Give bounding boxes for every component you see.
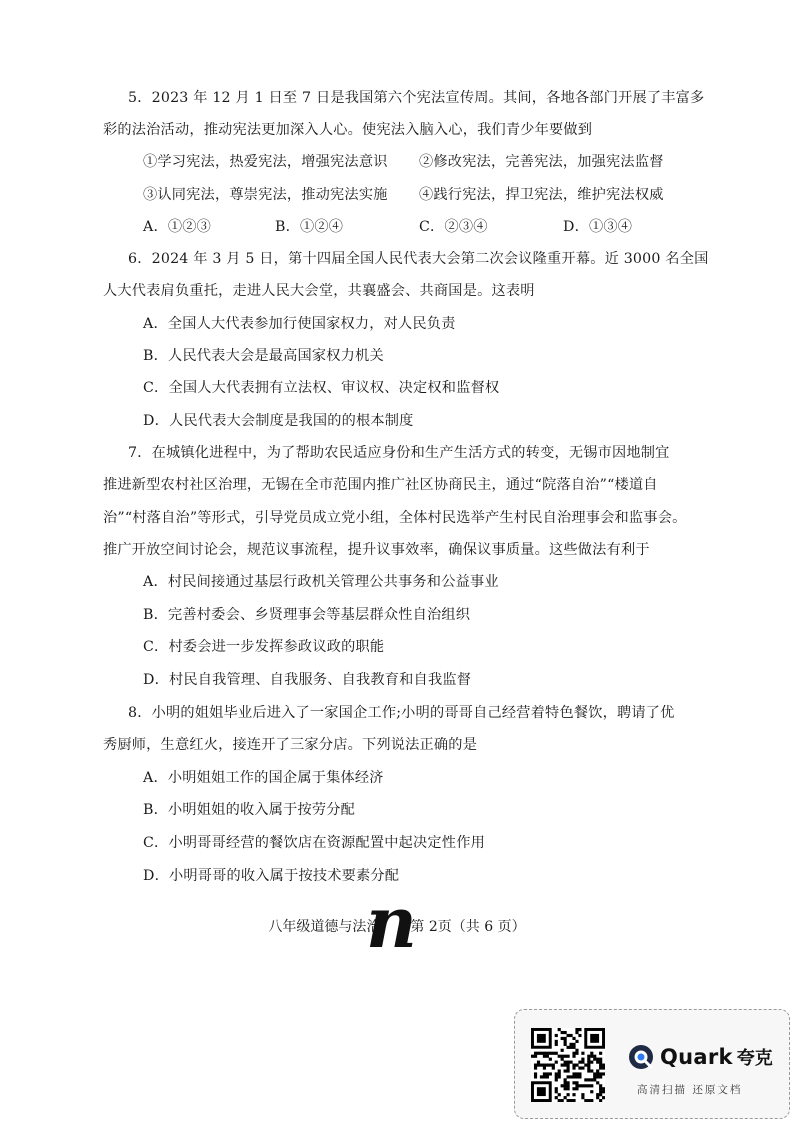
q5-option-a: A．①②③ [143, 219, 211, 235]
q6-option-a: A．全国人大代表参加行使国家权力，对人民负责 [143, 316, 456, 332]
q6-option-c: C．全国人大代表拥有立法权、审议权、决定权和监督权 [143, 380, 500, 396]
q5-statement-4: ④践行宪法，捍卫宪法，维护宪法权威 [419, 187, 664, 203]
q8-option-c: C．小明哥哥经营的餐饮店在资源配置中起决定性作用 [143, 835, 485, 851]
brand-name-cn: 夸克 [736, 1048, 773, 1069]
q5-statement-1: ①学习宪法，热爱宪法，增强宪法意识 [143, 154, 388, 170]
q8-option-b: B．小明姐姐的收入属于按劳分配 [143, 802, 356, 818]
q5-stem-line-1: 5．2023 年 12 月 1 日至 7 日是我国第六个宪法宣传周。其间，各地各部门开展了丰富多 [128, 90, 705, 106]
q7-option-a: A．村民间接通过基层行政机关管理公共事务和公益事业 [143, 574, 499, 590]
q8-option-a: A．小明姐姐工作的国企属于集体经济 [143, 770, 384, 786]
quark-scan-badge[interactable] [514, 1009, 790, 1119]
q5-statement-3: ③认同宪法，尊崇宪法，推动宪法实施 [143, 187, 388, 203]
quark-brand [628, 1042, 773, 1072]
q6-stem-line-2: 人大代表肩负重托，走进人民大会堂，共襄盛会、共商国是。这表明 [103, 283, 535, 299]
footer-subject: 八年级道德与法治 [268, 919, 381, 935]
brand-name: Quark [660, 1045, 733, 1069]
q7-option-c: C．村委会进一步发挥参政议政的职能 [143, 639, 385, 655]
q5-stem-line-2: 彩的法治活动，推动宪法更加深入人心。使宪法入脑入心，我们青少年要做到 [103, 122, 593, 138]
q7-stem-line-2: 推进新型农村社区治理，无锡在全市范围内推广社区协商民主，通过“院落自治”“楼道自 [103, 477, 658, 493]
q7-option-b: B．完善村委会、乡贤理事会等基层群众性自治组织 [143, 607, 471, 623]
badge-tagline: 高清扫描 还原文档 [637, 1084, 743, 1096]
q7-option-d: D．村民自我管理、自我服务、自我教育和自我监督 [143, 672, 472, 688]
footer-page-number: 第 2页（共 6 页） [410, 919, 526, 935]
q7-stem-line-3: 治”“村落自治”等形式，引导党员成立党小组，全体村民选举产生村民自治理事会和监事会。 [103, 510, 687, 526]
qr-code-icon[interactable] [531, 1028, 605, 1102]
watermark-glyph: n [366, 881, 417, 964]
q8-option-d: D．小明哥哥的收入属于按技术要素分配 [143, 868, 400, 884]
q6-stem-line-1: 6．2024 年 3 月 5 日，第十四届全国人民代表大会第二次会议隆重开幕。近 3000 名全国 [128, 251, 709, 267]
q7-stem-line-4: 推广开放空间讨论会，规范议事流程，提升议事效率，确保议事质量。这些做法有利于 [103, 542, 650, 558]
q5-option-c: C．②③④ [419, 219, 488, 235]
quark-logo-icon [628, 1044, 654, 1070]
q5-option-b: B．①②④ [275, 219, 344, 235]
q5-option-d: D．①③④ [563, 219, 633, 235]
q5-statement-2: ②修改宪法，完善宪法，加强宪法监督 [419, 154, 664, 170]
q8-stem-line-1: 8．小明的姐姐毕业后进入了一家国企工作;小明的哥哥自己经营着特色餐饮，聘请了优 [128, 705, 675, 721]
q6-option-b: B．人民代表大会是最高国家权力机关 [143, 348, 384, 364]
q7-stem-line-1: 7．在城镇化进程中，为了帮助农民适应身份和生产生活方式的转变，无锡市因地制宜 [128, 445, 670, 461]
q6-option-d: D．人民代表大会制度是我国的的根本制度 [143, 413, 414, 429]
q8-stem-line-2: 秀厨师，生意红火，接连开了三家分店。下列说法正确的是 [103, 737, 478, 753]
